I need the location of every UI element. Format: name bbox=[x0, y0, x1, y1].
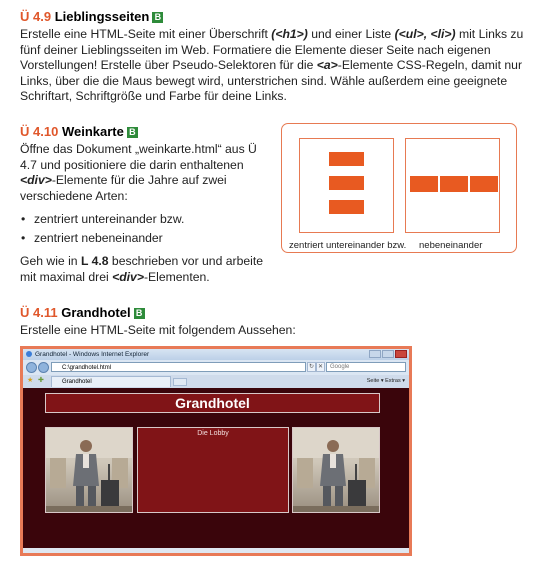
exercise-heading bbox=[20, 124, 270, 139]
exercise-number: Ü 4.9 bbox=[20, 9, 52, 24]
photo-left bbox=[45, 427, 133, 513]
stop-icon[interactable]: ✕ bbox=[317, 364, 324, 370]
text-run: Erstelle eine HTML-Seite mit einer Überschrift bbox=[20, 27, 272, 41]
exercise-4-10 bbox=[20, 124, 270, 286]
code-div: <div> bbox=[20, 173, 52, 188]
div-block bbox=[329, 200, 364, 214]
exercise-heading bbox=[20, 305, 530, 320]
div-block bbox=[410, 176, 438, 192]
code-a: <a> bbox=[316, 58, 338, 73]
bullet-list bbox=[20, 210, 270, 248]
exercise-title: Weinkarte bbox=[61, 124, 124, 139]
ie-icon bbox=[26, 351, 32, 357]
close-icon[interactable] bbox=[395, 350, 407, 358]
man-with-suitcase-image bbox=[293, 428, 379, 512]
text-run: und einer Liste bbox=[307, 27, 395, 41]
window-controls bbox=[369, 350, 407, 358]
reference: L 4.8 bbox=[80, 254, 109, 269]
list-item: • zentriert nebeneinander bbox=[20, 229, 270, 248]
difficulty-badge: B bbox=[152, 12, 163, 23]
vertical-layout-box bbox=[299, 138, 394, 233]
exercise-number: Ü 4.11 bbox=[20, 305, 58, 320]
exercise-heading bbox=[20, 9, 530, 24]
caption-horizontal: nebeneinander bbox=[419, 240, 483, 251]
caption-vertical: zentriert untereinander bzw. bbox=[289, 240, 407, 251]
div-block bbox=[440, 176, 468, 192]
exercise-title: Grandhotel bbox=[61, 305, 131, 320]
div-block bbox=[329, 152, 364, 166]
difficulty-badge: B bbox=[127, 127, 138, 138]
exercise-text bbox=[20, 27, 530, 105]
text-run: -Elemente CSS-Regeln, damit nur Links, über die die Maus bewegt wird, unterstrichen sind. Wähle außerdem eine geeignete Schriftart, Schriftgröße und Farbe für deine Links. bbox=[20, 58, 523, 104]
exercise-4-11 bbox=[20, 305, 530, 339]
horizontal-layout-box bbox=[405, 138, 500, 233]
add-favorites-icon[interactable]: ✚ bbox=[38, 377, 44, 384]
window-titlebar bbox=[23, 349, 409, 360]
photo-right bbox=[292, 427, 380, 513]
url-input[interactable]: C:\grandhotel.html bbox=[51, 362, 306, 372]
forward-icon[interactable] bbox=[38, 362, 49, 373]
code-list: (<ul>, <li>) bbox=[394, 27, 456, 41]
back-icon[interactable] bbox=[26, 362, 37, 373]
favorites-star-icon[interactable]: ★ bbox=[27, 377, 34, 384]
page-heading: Grandhotel bbox=[45, 393, 380, 413]
address-bar bbox=[23, 360, 409, 375]
man-with-suitcase-image bbox=[46, 428, 132, 512]
window-title: Grandhotel - Windows Internet Explorer bbox=[35, 351, 150, 358]
browser-screenshot bbox=[20, 346, 412, 556]
div-block bbox=[329, 176, 364, 190]
layout-diagram bbox=[281, 123, 517, 253]
exercise-text: Erstelle eine HTML-Seite mit folgendem Aussehen: bbox=[20, 323, 296, 337]
text-run: Geh wie in bbox=[20, 254, 81, 269]
list-item: • zentriert untereinander bzw. bbox=[20, 210, 270, 229]
exercise-4-9 bbox=[20, 9, 530, 105]
exercise-text bbox=[20, 142, 270, 204]
text-run: Öffne das Dokument „weinkarte.html“ aus Ü 4.7 und positioniere die darin enthaltenen bbox=[20, 142, 257, 172]
code-h1: (<h1>) bbox=[271, 27, 308, 41]
exercise-number: Ü 4.10 bbox=[20, 124, 59, 139]
minimize-icon[interactable] bbox=[369, 350, 381, 358]
text-run: -Elementen. bbox=[143, 269, 210, 284]
code-div: <div> bbox=[112, 269, 144, 284]
text-run: -Elemente für die Jahre auf zwei verschiedene Arten: bbox=[20, 173, 227, 203]
status-bar bbox=[23, 548, 409, 553]
maximize-icon[interactable] bbox=[382, 350, 394, 358]
command-bar[interactable]: Seite ▾ Extras ▾ bbox=[366, 378, 405, 384]
page-content bbox=[23, 388, 409, 554]
div-block bbox=[470, 176, 498, 192]
exercise-title: Lieblingsseiten bbox=[54, 9, 150, 24]
text-run: beschrieben vor und arbeite mit maximal drei bbox=[20, 254, 264, 284]
refresh-icon[interactable]: ↻ bbox=[308, 364, 315, 370]
text-run: mit Links zu fünf deiner Lieblingsseiten im Web. Formatiere die Elemente dieser Seite nach eigenen Vorstellungen! Erstelle über Pseudo-Selektoren für die bbox=[20, 27, 524, 73]
tab-grandhotel[interactable]: Grandhotel bbox=[51, 376, 171, 387]
tab-bar bbox=[23, 375, 409, 389]
difficulty-badge: B bbox=[134, 308, 145, 319]
lobby-panel: Die Lobby bbox=[137, 427, 289, 513]
exercise-text bbox=[20, 254, 270, 285]
search-input[interactable]: Google bbox=[326, 362, 406, 372]
new-tab-button[interactable] bbox=[173, 378, 187, 386]
